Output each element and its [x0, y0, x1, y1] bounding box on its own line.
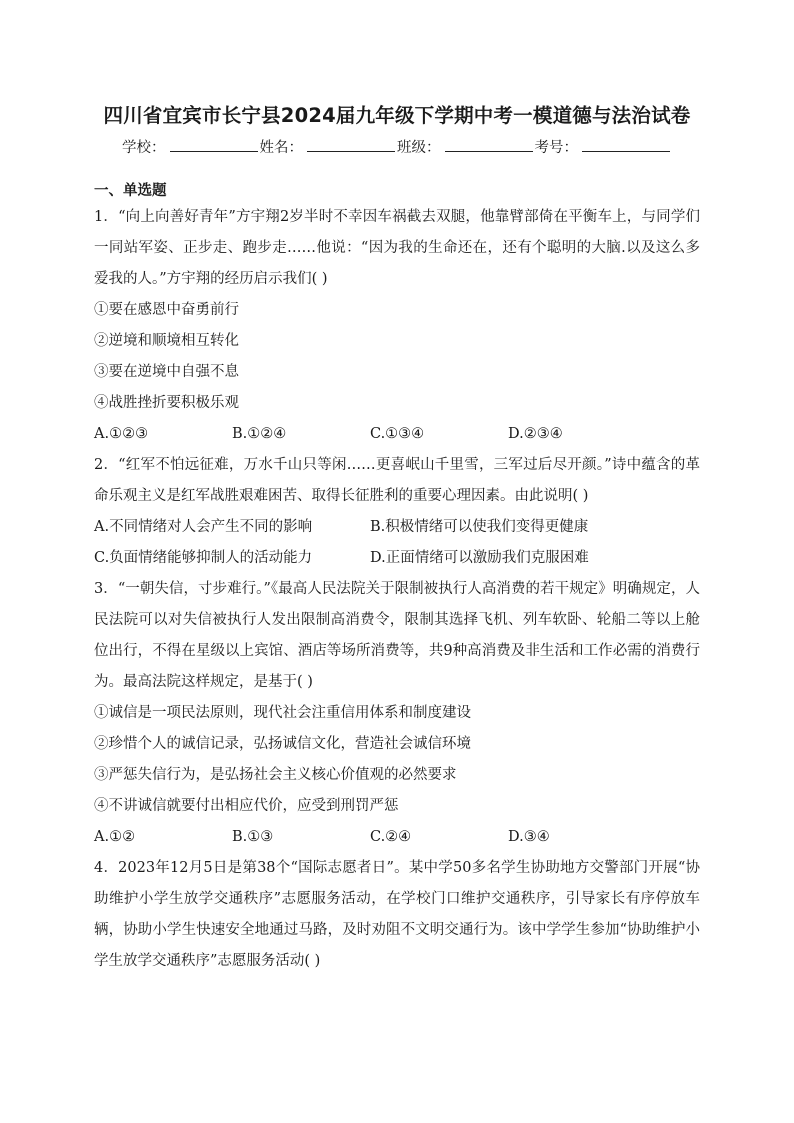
student-info-row: [122, 136, 672, 157]
statement: ③要在逆境中自强不息: [94, 364, 239, 380]
option-b: B.①②④: [232, 426, 287, 442]
name-blank: [307, 137, 395, 152]
statement: ④战胜挫折要积极乐观: [94, 395, 239, 411]
class-label: 班级：: [397, 140, 441, 156]
option-c: C.负面情绪能够抑制人的活动能力: [94, 550, 313, 566]
option-d: D.②③④: [508, 426, 563, 442]
statement: ②逆境和顺境相互转化: [94, 333, 239, 349]
question-stem: 2．“红军不怕远征难，万水千山只等闲……更喜岷山千里雪，三军过后尽开颜。”诗中蕴含的革命乐观主义是红军战胜艰难困苦、取得长征胜利的重要心理因素。由此说明( ): [94, 457, 700, 504]
school-label: 学校：: [122, 140, 166, 156]
statement: ②珍惜个人的诚信记录，弘扬诚信文化，营造社会诚信环境: [94, 736, 471, 752]
answer-options: [94, 822, 700, 853]
question-stem: 3．“一朝失信，寸步难行。”《最高人民法院关于限制被执行人高消费的若干规定》明确规定，人民法院可以对失信被执行人发出限制高消费令，限制其选择飞机、列车软卧、轮船二等以上舱位出行，不得在星级以上宾馆、酒店等场所消费等，共9种高消费及非生活和工作必需的消费行为。最高法院这样规定，是基于( ): [94, 581, 700, 690]
statement: ④不讲诚信就要付出相应代价，应受到刑罚严惩: [94, 798, 399, 814]
option-a: A.不同情绪对人会产生不同的影响: [94, 519, 313, 535]
section-title: 一、单选题: [94, 183, 167, 199]
school-blank: [170, 137, 258, 152]
questions-section: [94, 180, 700, 977]
question-4: [94, 853, 700, 977]
option-d: D.正面情绪可以激励我们克服困难: [370, 550, 589, 566]
option-d: D.③④: [508, 829, 550, 845]
exam-number-label: 考号：: [534, 140, 578, 156]
option-c: C.①③④: [370, 426, 425, 442]
answer-options: [94, 419, 700, 450]
option-c: C.②④: [370, 829, 412, 845]
statement: ①诚信是一项民法原则，现代社会注重信用体系和制度建设: [94, 705, 471, 721]
answer-options: [94, 512, 700, 574]
question-stem: 4．2023年12月5日是第38个“国际志愿者日”。某中学50多名学生协助地方交警部门开展“协助维护小学生放学交通秩序”志愿服务活动，在学校门口维护交通秩序，引导家长有序停放车辆，协助小学生快速安全地通过马路，及时劝阻不文明交通行为。该中学学生参加“协助维护小学生放学交通秩序”志愿服务活动( ): [94, 860, 700, 969]
statement: ①要在感恩中奋勇前行: [94, 302, 239, 318]
option-a: A.①②: [94, 829, 136, 845]
question-3: [94, 574, 700, 853]
statement: ③严惩失信行为，是弘扬社会主义核心价值观的必然要求: [94, 767, 457, 783]
exam-number-blank: [582, 137, 670, 152]
exam-title: 四川省宜宾市长宁县2024届九年级下学期中考一模道德与法治试卷: [103, 104, 691, 127]
question-stem: 1．“向上向善好青年”方宇翔2岁半时不幸因车祸截去双腿，他靠臂部倚在平衡车上，与同学们一同站军姿、正步走、跑步走……他说：“因为我的生命还在，还有个聪明的大脑.以及这么多爱我的人。”方宇翔的经历启示我们( ): [94, 209, 700, 287]
question-2: [94, 450, 700, 574]
name-label: 姓名：: [259, 140, 303, 156]
class-blank: [445, 137, 533, 152]
question-1: [94, 202, 700, 450]
option-a: A.①②③: [94, 426, 149, 442]
option-b: B.积极情绪可以使我们变得更健康: [370, 519, 589, 535]
option-b: B.①③: [232, 829, 274, 845]
